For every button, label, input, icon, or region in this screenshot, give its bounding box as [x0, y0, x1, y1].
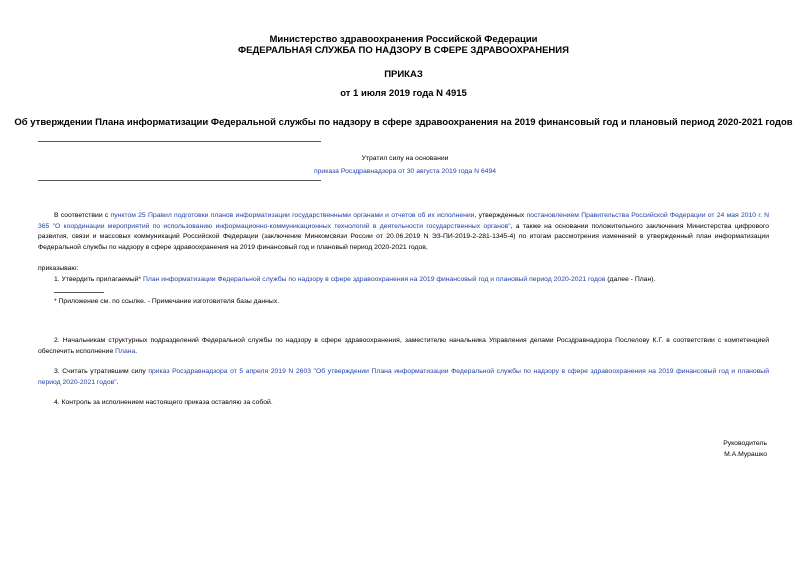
document-type: ПРИКАЗ	[384, 69, 423, 80]
footnote-divider	[54, 292, 104, 293]
rules-link[interactable]: пунктом 25 Правил подготовки планов информатизации государственными органами и отчетов об их исполнении	[110, 212, 475, 219]
plan-link[interactable]: План информатизации Федеральной службы по надзору в сфере здравоохранения на 2019 финансовый год и плановый период 2020-2021 годов	[143, 276, 606, 283]
footnote: * Приложение см. по ссылке. - Примечание изготовителя базы данных.	[54, 298, 280, 305]
signer-name: М.А.Мурашко	[724, 450, 767, 458]
orders-word: приказываю:	[38, 265, 79, 272]
divider-bottom	[38, 180, 321, 181]
signer-position: Руководитель	[723, 440, 767, 447]
item-2: 2. Начальникам структурных подразделений Федеральной службы по надзору в сфере здравоохранения, заместителю начальника Управления делами Росздравнадзора Послелову К.Г. в соответствии с компетенцией обеспечить исполнение Плана.	[38, 337, 769, 355]
previous-order-link[interactable]: приказ Росздравнадзора от 5 апреля 2019 N 2603 "Об утверждении Плана информатизации Федеральной службы по надзору в сфере здравоохранения на 2019 финансовый год и плановый период 2020-2021 годов"	[38, 368, 769, 386]
status-note	[300, 152, 510, 178]
preamble-paragraph: В соответствии с пунктом 25 Правил подготовки планов информатизации государственными органами и отчетов об их исполнении, утвержденных постановлением Правительства Российской Федерации от 24 мая 2010 г. N 365 "О координации мероприятий по использованию информационно-коммуникационных технологий в деятельности государственных органов", а также на основании положительного заключения Министерства цифрового развития, связи и массовых коммуникаций Российской Федерации (заключение Минкомсвязи России от 20.06.2019 N ЭЗ-ПИ-2019-2-281-1345-4) по итогам рассмотрения изменений в утвержденный план информатизации Федеральной службы по надзору в сфере здравоохранения на 2019 финансовый год и плановый период 2020-2021 годов,	[38, 212, 770, 251]
item-3: 3. Считать утратившим силу приказ Росздравнадзора от 5 апреля 2019 N 2603 "Об утверждении Плана информатизации Федеральной службы по надзору в сфере здравоохранения на 2019 финансовый год и плановый период 2020-2021 годов".	[38, 368, 769, 386]
document-date-number: от 1 июля 2019 года N 4915	[340, 88, 467, 99]
status-note-text: Утратил силу на основании	[361, 155, 449, 162]
signature-block	[723, 439, 767, 460]
item-4: 4. Контроль за исполнением настоящего приказа оставляю за собой.	[54, 399, 273, 406]
plan-short-link[interactable]: Плана	[115, 347, 136, 355]
item-1: 1. Утвердить прилагаемый* План информатизации Федеральной службы по надзору в сфере здравоохранения на 2019 финансовый год и плановый период 2020-2021 годов (далее - План).	[54, 276, 656, 283]
service-name: ФЕДЕРАЛЬНАЯ СЛУЖБА ПО НАДЗОРУ В СФЕРЕ ЗДРАВООХРАНЕНИЯ	[238, 45, 569, 56]
divider-top	[38, 141, 321, 142]
document-title: Об утверждении Плана информатизации Федеральной службы по надзору в сфере здравоохранения на 2019 финансовый год и плановый период 2020-2021 годов	[14, 117, 793, 128]
government-decree-link[interactable]: постановлением Правительства Российской Федерации от 24 мая 2010 г. N 365 "О координации мероприятий по использованию информационно-коммуникационных технологий в деятельности государственных органов"	[38, 212, 770, 230]
repeal-order-link[interactable]: приказа Росздравнадзора от 30 августа 2019 года N 6494	[313, 168, 497, 175]
ministry-name: Министерство здравоохранения Российской Федерации	[269, 34, 538, 45]
